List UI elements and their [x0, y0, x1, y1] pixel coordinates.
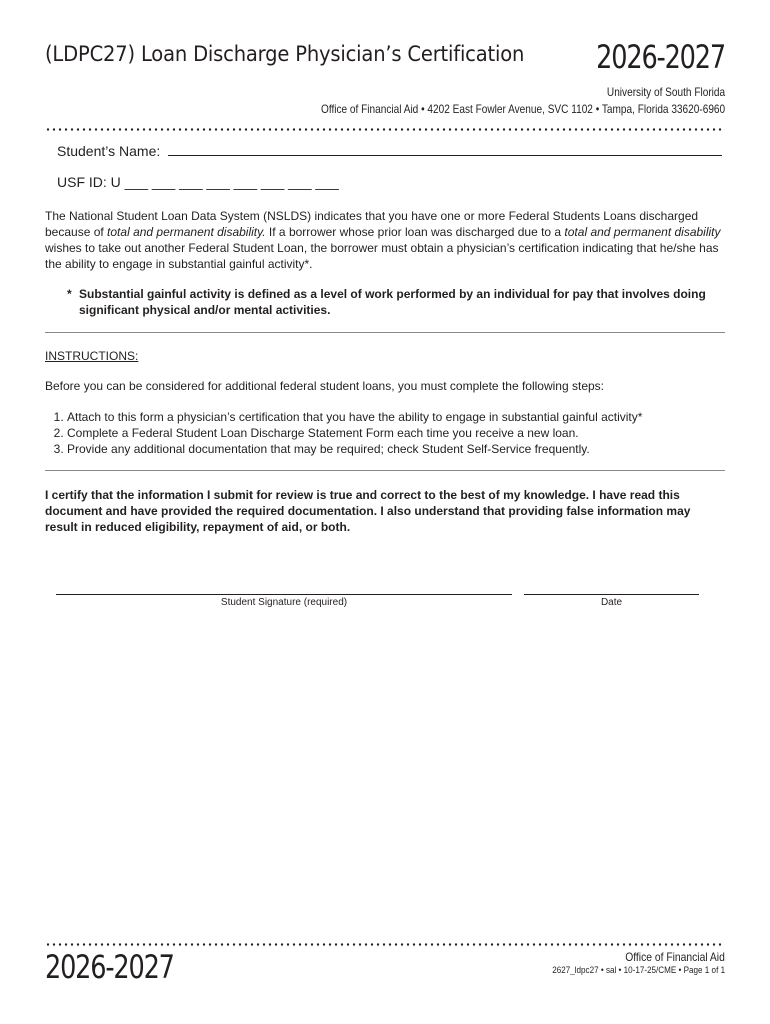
footnote-marker: * [67, 287, 72, 301]
intro-emphasis-1: total and permanent disability. [107, 225, 266, 239]
footnote [67, 286, 717, 318]
student-name-field[interactable] [57, 143, 722, 159]
intro-emphasis-2: total and permanent disability [564, 225, 721, 239]
student-signature-line[interactable] [56, 594, 512, 595]
date-line[interactable] [524, 594, 699, 595]
instructions-heading: INSTRUCTIONS: [45, 349, 139, 363]
usf-id-blanks[interactable]: ___ ___ ___ ___ ___ ___ ___ ___ [124, 174, 339, 190]
list-item: 3. Provide any additional documentation that may be required; check Student Self-Service frequently. [67, 441, 707, 457]
intro-text-1: The National Student Loan Data System (NSLDS) indicates that you have one or more Federal Students Loans discharged because of [45, 209, 699, 239]
section-rule-1 [45, 332, 725, 333]
student-name-line[interactable] [168, 155, 722, 156]
university-name: University of South Florida [606, 85, 725, 99]
intro-text-3: wishes to take out another Federal Student Loan, the borrower must obtain a physician’s certification indicating that he/she has the ability to engage in substantial gainful activity*. [45, 241, 719, 271]
form-code: 2627_ldpc27 • sal • 10-17-25/CME • Page 1 of 1 [552, 965, 725, 975]
usf-id-label: USF ID: U [57, 174, 121, 190]
instructions-lead: Before you can be considered for additional federal student loans, you must complete the following steps: [45, 379, 605, 393]
list-item: 2. Complete a Federal Student Loan Discharge Statement Form each time you receive a new loan. [67, 425, 707, 441]
student-name-label: Student’s Name: [57, 143, 161, 159]
date-label: Date [600, 597, 623, 608]
section-rule-2 [45, 470, 725, 471]
office-address: Office of Financial Aid • 4202 East Fowler Avenue, SVC 1102 • Tampa, Florida 33620-6960 [320, 102, 725, 116]
institution-block [321, 84, 725, 118]
dotted-divider-bottom [45, 943, 725, 946]
date-field[interactable] [524, 594, 699, 608]
certification-statement: I certify that the information I submit for review is true and correct to the best of my knowledge. I have read this document and have provided the required documentation. I also understand that providing false information may result in reduced eligibility, repayment of aid, or both. [45, 488, 691, 534]
student-signature-label: Student Signature (required) [220, 597, 348, 608]
student-signature-field[interactable] [56, 594, 512, 608]
form-title: (LDPC27) Loan Discharge Physician’s Certification [45, 42, 525, 66]
footer-year: 2026-2027 [45, 948, 174, 986]
award-year: 2026-2027 [596, 38, 725, 76]
footnote-text: Substantial gainful activity is defined as a level of work performed by an individual for pay that involves doing significant physical and/or mental activities. [79, 287, 706, 317]
list-item: 1. Attach to this form a physician’s certification that you have the ability to engage in substantial gainful activity* [67, 409, 707, 425]
intro-text-2: If a borrower whose prior loan was discharged due to a [265, 225, 565, 239]
footer-office: Office of Financial Aid [625, 950, 725, 964]
dotted-divider-top [45, 128, 725, 131]
instructions-list [22, 409, 707, 457]
intro-paragraph [45, 208, 730, 272]
usf-id-field[interactable] [57, 174, 339, 190]
